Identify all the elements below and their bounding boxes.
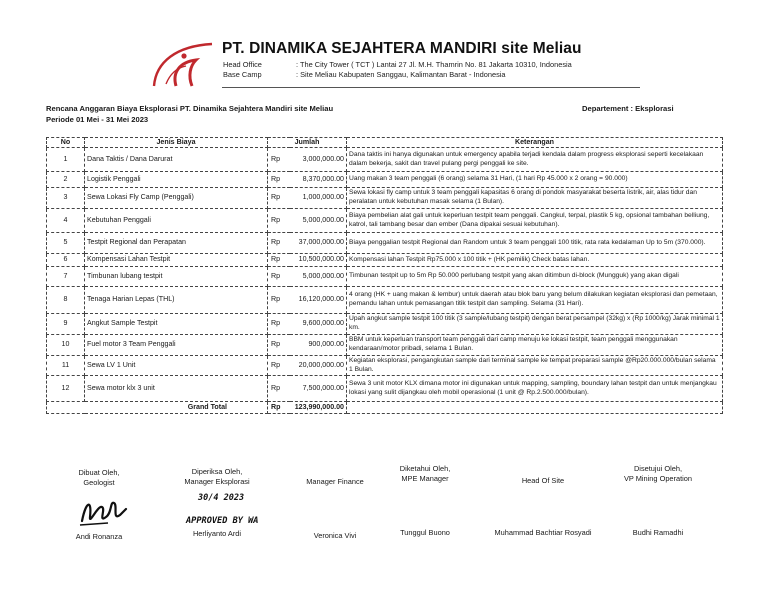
row-currency: Rp <box>268 335 290 356</box>
row-currency: Rp <box>268 376 290 402</box>
col-header-no: No <box>47 138 85 148</box>
row-number: 6 <box>47 254 85 267</box>
row-number: 4 <box>47 209 85 233</box>
row-keterangan: Sewa lokasi fly camp untuk 3 team penggali kapasitas 6 orang di pondok masyarakat beserta listrik, air, alas tidur dan peralatan untuk kebutuhan masak selama (1 Bulan). <box>347 188 723 209</box>
row-keterangan: Kegiatan eksplorasi, pengangkutan sample dari terminal sample ke tempat preparasi sample @Rp20.000.000/bulan selama 1 Bulan. <box>347 356 723 376</box>
base-camp-address: : Site Meliau Kabupaten Sanggau, Kalimantan Barat - Indonesia <box>296 70 506 79</box>
signature-name-herliyanto: Herliyanto Ardi <box>192 529 242 538</box>
row-keterangan: Uang makan 3 team penggali (6 orang) selama 31 Hari, (1 hari Rp 45.000 x 2 orang = 90.000) <box>347 172 723 188</box>
table-row <box>47 267 723 287</box>
row-jenis-biaya: Kompensasi Lahan Testpit <box>85 254 268 267</box>
budget-table <box>46 137 723 414</box>
grand-total-value: 123,990,000.00 <box>290 402 347 414</box>
row-jenis-biaya: Testpit Regional dan Perapatan <box>85 233 268 254</box>
grand-total-currency: Rp <box>268 402 290 414</box>
row-jumlah: 37,000,000.00 <box>290 233 347 254</box>
row-jumlah: 900,000.00 <box>290 335 347 356</box>
row-jenis-biaya: Logistik Penggali <box>85 172 268 188</box>
head-office-address: : The City Tower ( TCT ) Lantai 27 Jl. M.H. Thamrin No. 81 Jakarta 10310, Indonesia <box>296 60 572 69</box>
row-currency: Rp <box>268 287 290 314</box>
col-header-jumlah: Jumlah <box>268 138 347 148</box>
row-number: 7 <box>47 267 85 287</box>
signature-name-veronica: Veronica Vivi <box>313 531 357 540</box>
row-keterangan: Dana taktis ini hanya digunakan untuk emergency apabila terjadi kendala dalam progress eksplorasi seperti kecelakaan dalam bekerja, sakit dan travel pulang pergi penggali ke site. <box>347 148 723 172</box>
grand-total-row <box>47 402 723 414</box>
row-number: 9 <box>47 314 85 335</box>
table-row <box>47 188 723 209</box>
base-camp-label: Base Camp <box>223 70 262 79</box>
row-jumlah: 9,600,000.00 <box>290 314 347 335</box>
row-jenis-biaya: Timbunan lubang testpit <box>85 267 268 287</box>
row-currency: Rp <box>268 209 290 233</box>
row-jenis-biaya: Sewa Lokasi Fly Camp (Penggali) <box>85 188 268 209</box>
signature-name-bachtiar: Muhammad Bachtiar Rosyadi <box>494 528 592 537</box>
row-keterangan: BBM untuk keperluan transport team penggali dari camp menuju ke lokasi testpit, team penggali menggunakan kendaraan/motor pribadi, selama 1 Bulan. <box>347 335 723 356</box>
row-keterangan: 4 orang (HK + uang makan & lembur) untuk daerah atau blok baru yang belum dilakukan kegiatan eksplorasi dan pemetaan, pemandu lahan untuk pemasangan titik testpit dan sampling. Selama (31 Hari). <box>347 287 723 314</box>
row-currency: Rp <box>268 267 290 287</box>
grand-total-empty <box>347 402 723 414</box>
row-number: 3 <box>47 188 85 209</box>
signature-name-budhi: Budhi Ramadhi <box>632 528 684 537</box>
department-label: Departement : Eksplorasi <box>582 104 674 113</box>
row-jumlah: 20,000,000.00 <box>290 356 347 376</box>
row-jenis-biaya: Tenaga Harian Lepas (THL) <box>85 287 268 314</box>
table-row <box>47 172 723 188</box>
table-row <box>47 148 723 172</box>
col-header-keterangan: Keterangan <box>347 138 723 148</box>
signature-name-andi: Andi Ronanza <box>75 532 123 541</box>
row-currency: Rp <box>268 172 290 188</box>
document-period: Periode 01 Mei - 31 Mei 2023 <box>46 115 149 124</box>
row-jenis-biaya: Sewa LV 1 Unit <box>85 356 268 376</box>
table-header-row <box>47 138 723 148</box>
row-currency: Rp <box>268 188 290 209</box>
row-keterangan: Sewa 3 unit motor KLX dimana motor ini digunakan untuk mapping, sampling, boundary lahan testpit dan untuk menjangkau lokasi yang sulit dijangkau oleh mobil operasional (1 unit @ Rp.2.500.000/bulan). <box>347 376 723 402</box>
row-keterangan: Biaya penggalian testpit Regional dan Random untuk 3 team penggali 100 titik, rata rata kedalaman Up to 5m (370.000). <box>347 233 723 254</box>
row-jumlah: 5,000,000.00 <box>290 267 347 287</box>
table-row <box>47 335 723 356</box>
signature-role-head-of-site: Head Of Site <box>521 476 565 485</box>
signature-name-tunggul: Tunggul Buono <box>400 528 450 537</box>
table-body <box>47 148 723 402</box>
row-jumlah: 3,000,000.00 <box>290 148 347 172</box>
header-divider <box>222 87 640 88</box>
table-row <box>47 356 723 376</box>
row-number: 12 <box>47 376 85 402</box>
row-number: 1 <box>47 148 85 172</box>
row-jumlah: 10,500,000.00 <box>290 254 347 267</box>
row-number: 2 <box>47 172 85 188</box>
row-currency: Rp <box>268 314 290 335</box>
row-currency: Rp <box>268 233 290 254</box>
row-number: 11 <box>47 356 85 376</box>
row-jenis-biaya: Angkut Sample Testpit <box>85 314 268 335</box>
grand-total-label: Grand Total <box>47 402 268 414</box>
table-row <box>47 376 723 402</box>
table-row <box>47 287 723 314</box>
signature-scribble-icon <box>78 495 130 529</box>
row-keterangan: Timbunan testpit up to 5m Rp 50.000 perlubang testpit yang akan ditimbun di-block (Mungguk) yang akan digali <box>347 267 723 287</box>
company-name: PT. DINAMIKA SEJAHTERA MANDIRI site Meliau <box>222 40 582 57</box>
signature-role-mpe-manager: Diketahui Oleh, MPE Manager <box>399 464 451 483</box>
row-number: 10 <box>47 335 85 356</box>
col-header-jenis: Jenis Biaya <box>85 138 268 148</box>
row-keterangan: Biaya pembelian alat gali untuk keperluan testpit team penggali. Cangkul, terpal, plastik 5 kg, opsional tambahan belliung, katrol, tali tambang besar dan ember (Dana dipakai sesuai kebutuhan). <box>347 209 723 233</box>
row-jenis-biaya: Fuel motor 3 Team Penggali <box>85 335 268 356</box>
row-number: 5 <box>47 233 85 254</box>
row-jumlah: 16,120,000.00 <box>290 287 347 314</box>
table-row <box>47 233 723 254</box>
row-currency: Rp <box>268 148 290 172</box>
handwritten-approval: APPROVED BY WA <box>186 516 259 526</box>
table-row <box>47 254 723 267</box>
handwritten-date: 30/4 2023 <box>198 493 245 503</box>
row-jenis-biaya: Dana Taktis / Dana Darurat <box>85 148 268 172</box>
row-jumlah: 1,000,000.00 <box>290 188 347 209</box>
row-jenis-biaya: Sewa motor klx 3 unit <box>85 376 268 402</box>
row-jumlah: 8,370,000.00 <box>290 172 347 188</box>
row-jumlah: 5,000,000.00 <box>290 209 347 233</box>
table-row <box>47 314 723 335</box>
company-logo-icon <box>146 40 216 90</box>
row-jenis-biaya: Kebutuhan Penggali <box>85 209 268 233</box>
row-keterangan: Kompensasi lahan Testpit Rp75.000 x 100 titik + (HK pemilik) Check batas lahan. <box>347 254 723 267</box>
row-currency: Rp <box>268 356 290 376</box>
document-title: Rencana Anggaran Biaya Eksplorasi PT. Dinamika Sejahtera Mandiri site Meliau <box>46 104 334 113</box>
row-keterangan: Upah angkut sample testpit 100 titik (3 sample/lubang testpit) dengan berat persampel (32kg) x (Rp 1000/kg) Jarak minimal 1 km. <box>347 314 723 335</box>
row-currency: Rp <box>268 254 290 267</box>
row-number: 8 <box>47 287 85 314</box>
head-office-label: Head Office <box>223 60 262 69</box>
signature-role-vp-mining: Disetujui Oleh, VP Mining Operation <box>623 464 693 483</box>
table-row <box>47 209 723 233</box>
row-jumlah: 7,500,000.00 <box>290 376 347 402</box>
signature-role-manager-eksplorasi: Diperiksa Oleh, Manager Eksplorasi <box>184 467 250 486</box>
signature-role-manager-finance: Manager Finance <box>306 477 364 486</box>
signature-role-geologist: Dibuat Oleh, Geologist <box>78 468 120 487</box>
